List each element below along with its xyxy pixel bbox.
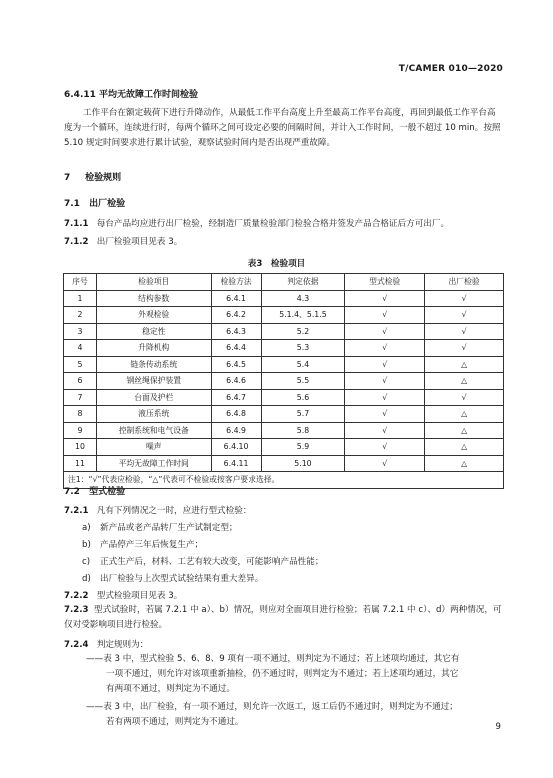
clause-7-2-2 (64, 589, 182, 601)
table-row (64, 356, 504, 373)
cell-type-test: √ (345, 455, 425, 472)
clause-number: 7.1.2 (64, 237, 89, 247)
table-row (64, 373, 504, 390)
table-row (64, 406, 504, 423)
clause-text: 型式检验项目见表 3。 (96, 591, 183, 601)
cell-factory-test: √ (425, 323, 504, 340)
cell-index: 10 (64, 439, 97, 456)
list-text: 新产品或老产品转厂生产试制定型； (100, 523, 238, 533)
cell-item: 液压系统 (96, 406, 211, 423)
clause-text: 型式试验时，若属 7.2.1 中 a）、b）情况，则应对全面项目进行检验；若属 7.2.1 中 c）、d）两种情况，可仅对受影响项目进行检验。 (64, 605, 502, 630)
clause-text: 判定规则为： (96, 640, 149, 650)
cell-index: 3 (64, 323, 97, 340)
cell-basis: 4.3 (261, 290, 345, 307)
list-text: 产品停产三年后恢复生产； (100, 540, 204, 550)
list-item (82, 555, 323, 567)
clause-text: 凡有下列情况之一时，应进行型式检验： (96, 506, 252, 516)
table-row (64, 290, 504, 307)
cell-type-test: √ (345, 307, 425, 324)
cell-method: 6.4.6 (211, 373, 261, 390)
clause-number: 7.2.3 (64, 605, 89, 615)
cell-method: 6.4.10 (211, 439, 261, 456)
cell-type-test: √ (345, 356, 425, 373)
table-note: 注1：“√”代表应检验，“△”代表可不检验或按客户要求选择。 (64, 472, 504, 489)
clause-text: 出厂检验项目见表 3。 (96, 237, 183, 247)
cell-method: 6.4.9 (211, 422, 261, 439)
cell-item: 噪声 (96, 439, 211, 456)
standard-code: T/CAMER 010—2020 (398, 64, 503, 74)
cell-type-test: √ (345, 290, 425, 307)
cell-type-test: √ (345, 439, 425, 456)
cell-index: 9 (64, 422, 97, 439)
cell-basis: 5.7 (261, 406, 345, 423)
cell-index: 8 (64, 406, 97, 423)
col-header-basis: 判定依据 (261, 274, 345, 291)
cell-method: 6.4.5 (211, 356, 261, 373)
rule-line: 有两项不通过，则判定为不通过。 (106, 684, 235, 694)
cell-type-test: √ (345, 389, 425, 406)
clause-text: 每台产品均应进行出厂检验，经制造厂质量检验部门检验合格并签发产品合格证后方可出厂。 (96, 219, 450, 229)
cell-basis: 5.5 (261, 373, 345, 390)
cell-index: 6 (64, 373, 97, 390)
cell-basis: 5.3 (261, 340, 345, 357)
section-number: 6.4.11 (64, 90, 96, 100)
section-7-2-heading (64, 484, 125, 497)
cell-basis: 5.1.4、5.1.5 (261, 307, 345, 324)
cell-index: 2 (64, 307, 97, 324)
cell-item: 台面及护栏 (96, 389, 211, 406)
col-header-factory-test: 出厂检验 (425, 274, 504, 291)
list-item (82, 521, 238, 533)
section-7-heading (64, 170, 121, 183)
inspection-items-table (63, 273, 504, 489)
cell-index: 7 (64, 389, 97, 406)
cell-type-test: √ (345, 323, 425, 340)
cell-factory-test: △ (425, 439, 504, 456)
cell-factory-test: △ (425, 356, 504, 373)
cell-item: 外观检验 (96, 307, 211, 324)
cell-index: 1 (64, 290, 97, 307)
cell-factory-test: √ (425, 340, 504, 357)
rule-factory-test (86, 700, 504, 730)
cell-basis: 5.2 (261, 323, 345, 340)
col-header-item: 检验项目 (96, 274, 211, 291)
table-row (64, 307, 504, 324)
section-6-4-11-heading (64, 87, 198, 100)
cell-item: 平均无故障工作时间 (96, 455, 211, 472)
list-item (82, 538, 203, 550)
cell-factory-test: △ (425, 373, 504, 390)
table-row (64, 422, 504, 439)
cell-item: 链条传动系统 (96, 356, 211, 373)
table-row (64, 439, 504, 456)
table-note-row (64, 472, 504, 489)
clause-7-1-1 (64, 217, 449, 229)
table-row (64, 455, 504, 472)
section-6-4-11-body: 工作平台在额定载荷下进行升降动作，从最低工作平台高度上升至最高工作平台高度，再回到最低工作平台高度为一个循环，连续进行时，每两个循环之间可设定必要的间隔时间，并计入工作时间，一般不超过 10 min。按照 5.10 规定时间要求进行累计试验，观察试验时间内是否出现严重故障。 (64, 108, 501, 148)
section-number: 7.2 (64, 487, 80, 497)
rule-first-line: ——表 3 中，型式检验 5、6、8、9 项有一项不通过，则判定为不通过；若上述项均通过，其它有 (86, 654, 460, 664)
rule-line: 若有两项不通过，则判定为不通过。 (106, 717, 244, 727)
list-text: 出厂检验与上次型式试验结果有重大差异。 (100, 574, 264, 584)
cell-type-test: √ (345, 422, 425, 439)
cell-index: 4 (64, 340, 97, 357)
section-title: 型式检验 (89, 487, 126, 497)
cell-item: 控制系统和电气设备 (96, 422, 211, 439)
table-header-row (64, 274, 504, 291)
clause-7-1-2 (64, 235, 182, 247)
cell-factory-test: √ (425, 307, 504, 324)
table-row (64, 323, 504, 340)
cell-method: 6.4.7 (211, 389, 261, 406)
list-label: a) (82, 523, 91, 533)
section-title: 出厂检验 (89, 199, 126, 209)
list-text: 正式生产后，材料、工艺有较大改变，可能影响产品性能； (100, 557, 324, 567)
cell-method: 6.4.1 (211, 290, 261, 307)
cell-factory-test: √ (425, 290, 504, 307)
table-3-title: 表3 检验项目 (247, 259, 306, 269)
col-header-method: 检验方法 (211, 274, 261, 291)
cell-type-test: √ (345, 406, 425, 423)
cell-type-test: √ (345, 340, 425, 357)
clause-7-2-3 (64, 603, 502, 633)
section-number: 7.1 (64, 199, 80, 209)
cell-method: 6.4.4 (211, 340, 261, 357)
cell-factory-test: √ (425, 389, 504, 406)
cell-item: 稳定性 (96, 323, 211, 340)
cell-index: 5 (64, 356, 97, 373)
rule-first-line: ——表 3 中，出厂检验，有一项不通过，则允许一次返工，返工后仍不通过时，则判定为不通过； (86, 702, 458, 712)
cell-basis: 5.9 (261, 439, 345, 456)
clause-number: 7.2.1 (64, 506, 89, 516)
rule-line: 一项不通过，则允许对该项重新抽检，仍不通过时，则判定为不通过；若上述项均通过，其它 (106, 669, 459, 679)
cell-type-test: √ (345, 373, 425, 390)
clause-7-2-4 (64, 638, 148, 650)
list-label: d) (82, 574, 91, 584)
section-7-1-heading (64, 196, 125, 209)
page-number: 9 (495, 722, 501, 732)
list-item (82, 572, 263, 584)
cell-factory-test: △ (425, 406, 504, 423)
list-label: b) (82, 540, 91, 550)
cell-method: 6.4.11 (211, 455, 261, 472)
clause-number: 7.1.1 (64, 219, 89, 229)
cell-item: 结构参数 (96, 290, 211, 307)
clause-number: 7.2.2 (64, 591, 89, 601)
list-label: c) (82, 557, 91, 567)
cell-factory-test: △ (425, 455, 504, 472)
table-row (64, 389, 504, 406)
section-number: 7 (64, 173, 71, 183)
cell-basis: 5.8 (261, 422, 345, 439)
cell-factory-test: △ (425, 422, 504, 439)
section-title: 检验规则 (85, 173, 122, 183)
cell-method: 6.4.8 (211, 406, 261, 423)
cell-method: 6.4.3 (211, 323, 261, 340)
rule-type-test (86, 652, 504, 697)
clause-7-2-1 (64, 504, 251, 516)
cell-item: 钢丝绳保护装置 (96, 373, 211, 390)
section-title: 平均无故障工作时间检验 (99, 90, 199, 100)
col-header-type-test: 型式检验 (345, 274, 425, 291)
cell-basis: 5.6 (261, 389, 345, 406)
cell-basis: 5.10 (261, 455, 345, 472)
table-row (64, 340, 504, 357)
clause-number: 7.2.4 (64, 640, 89, 650)
cell-index: 11 (64, 455, 97, 472)
cell-method: 6.4.2 (211, 307, 261, 324)
col-header-index: 序号 (64, 274, 97, 291)
cell-item: 升降机构 (96, 340, 211, 357)
cell-basis: 5.4 (261, 356, 345, 373)
